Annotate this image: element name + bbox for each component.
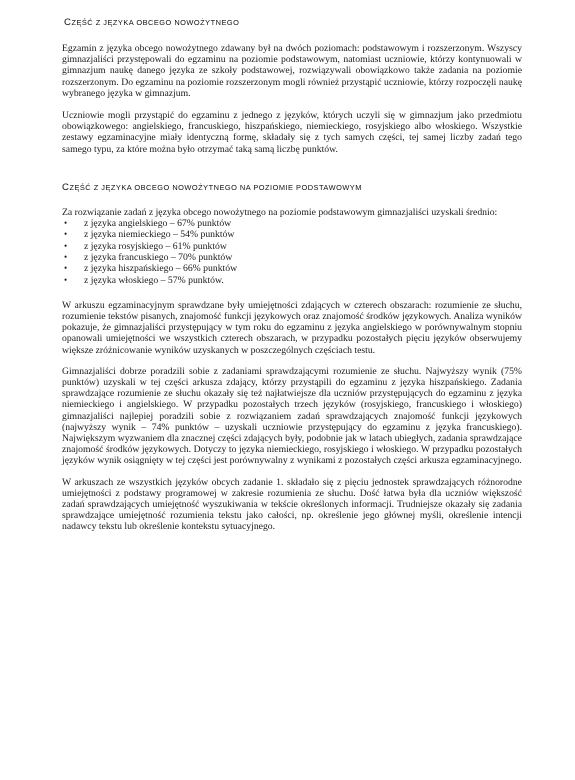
paragraph-languages: Uczniowie mogli przystąpić do egzaminu z jednego z języków, których uczyli się w gimnazjum jako przedmiotu obowiązkowego: angielskiego, francuskiego, hiszpańskiego, niemieckiego, rosyjskiego albo włoskiego. Wszystkie zestawy egzaminacyjne miały identyczną formę, składały się z tych samych części, tej samej liczby zadań tego samego typu, za które można było otrzymać taką samą liczbę punktów. (62, 110, 522, 155)
section-heading-language-part (64, 17, 522, 28)
document-page (62, 14, 522, 533)
paragraph-task-one: W arkuszach ze wszystkich języków obcych zadanie 1. składało się z pięciu jednostek sprawdzających różnorodne umiejętności z podstawy programowej w zakresie rozumienia ze słuchu. Dość łatwa była dla uczniów większość zadań sprawdzających umiejętność wyszukiwania w tekście określonych informacji. Trudniejsze okazały się zadania sprawdzające umiejętność rozumienia tekstu jako całości, np. określenie jego głównej myśli, określenie intencji nadawcy tekstu lub określenie kontekstu sytuacyjnego. (62, 476, 522, 533)
section-heading-basic-level (62, 182, 522, 193)
bullet-icon: • (64, 240, 68, 251)
list-item: • z języka francuskiego – 70% punktów (64, 251, 233, 263)
bullet-icon: • (64, 229, 68, 240)
paragraph-skill-areas: W arkuszu egzaminacyjnym sprawdzane były umiejętności zdających w czterech obszarach: rozumienie ze słuchu, rozumienie tekstów pisanych, znajomość funkcji językowych oraz znajomość środków językowych. Analiza wyników pokazuje, że gimnazjaliści przystępujący w tym roku do egzaminu z języka angielskiego w porównywalnym stopniu opanowali umiejętności we wszystkich czterech obszarach, w przypadku pozostałych pięciu języków obserwujemy większe zróżnicowanie wyników uzyskanych w poszczególnych częściach testu. (62, 299, 522, 356)
heading-initial: C (62, 181, 70, 193)
heading-text: ZĘŚĆ Z JĘZYKA OBCEGO NOWOŻYTNEGO (71, 18, 240, 27)
results-list (62, 218, 522, 286)
list-item: • z języka hiszpańskiego – 66% punktów (64, 263, 238, 275)
paragraph-listening-results: Gimnazjaliści dobrze poradzili sobie z zadaniami sprawdzającymi rozumienie ze słuchu. Najwyższy wynik (75% punktów) uzyskali w tej części arkusza zdający, którzy przystąpili do egzaminu z języka hiszpańskiego. Zadania sprawdzające rozumienie ze słuchu okazały się też najłatwiejsze dla uczniów przystępujących do egzaminu z języka niemieckiego i angielskiego. W przypadku pozostałych trzech języków (rosyjskiego, francuskiego i włoskiego) gimnazjaliści najlepiej poradzili sobie z rozwiązaniem zadań sprawdzających znajomość funkcji językowych (najwyższy wynik – 74% punktów – uzyskali uczniowie przystępujący do egzaminu z języka francuskiego). Największym wyzwaniem dla znacznej części zdających były, podobnie jak w latach ubiegłych, zadania sprawdzające znajomość środków językowych. Dotyczy to języka niemieckiego, rosyjskiego i włoskiego. W przypadku pozostałych języków wynik osiągnięty w tej części jest porównywalny z wynikami z pozostałych części arkusza egzaminacyjnego. (62, 365, 522, 467)
list-item: • z języka angielskiego – 67% punktów (64, 218, 232, 230)
list-item: • z języka włoskiego – 57% punktów. (64, 274, 224, 286)
list-item: • z języka rosyjskiego – 61% punktów (64, 240, 227, 252)
bullet-icon: • (64, 263, 68, 274)
bullet-icon: • (64, 274, 68, 285)
bullet-icon: • (64, 251, 68, 262)
list-item: • z języka niemieckiego – 54% punktów (64, 229, 235, 241)
heading-text: ZĘŚĆ Z JĘZYKA OBCEGO NOWOŻYTNEGO NA POZIOMIE PODSTAWOWYM (69, 182, 362, 192)
bullet-icon: • (64, 218, 68, 229)
heading-initial: C (64, 17, 72, 28)
paragraph-average-results-intro: Za rozwiązanie zadań z języka obcego nowożytnego na poziomie podstawowym gimnazjaliści uzyskali średnio: (62, 206, 498, 218)
paragraph-exam-levels: Egzamin z języka obcego nowożytnego zdawany był na dwóch poziomach: podstawowym i rozszerzonym. Wszyscy gimnazjaliści przystępowali do egzaminu na poziomie podstawowym, natomiast uczniowie, którzy kontynuowali w gimnazjum naukę danego języka ze szkoły podstawowej, rozwiązywali obowiązkowo także zadania na poziomie rozszerzonym. Do egzaminu na poziomie rozszerzonym mogli również przystąpić uczniowie, którzy rozpoczęli naukę wybranego języka w gimnazjum. (62, 43, 522, 99)
